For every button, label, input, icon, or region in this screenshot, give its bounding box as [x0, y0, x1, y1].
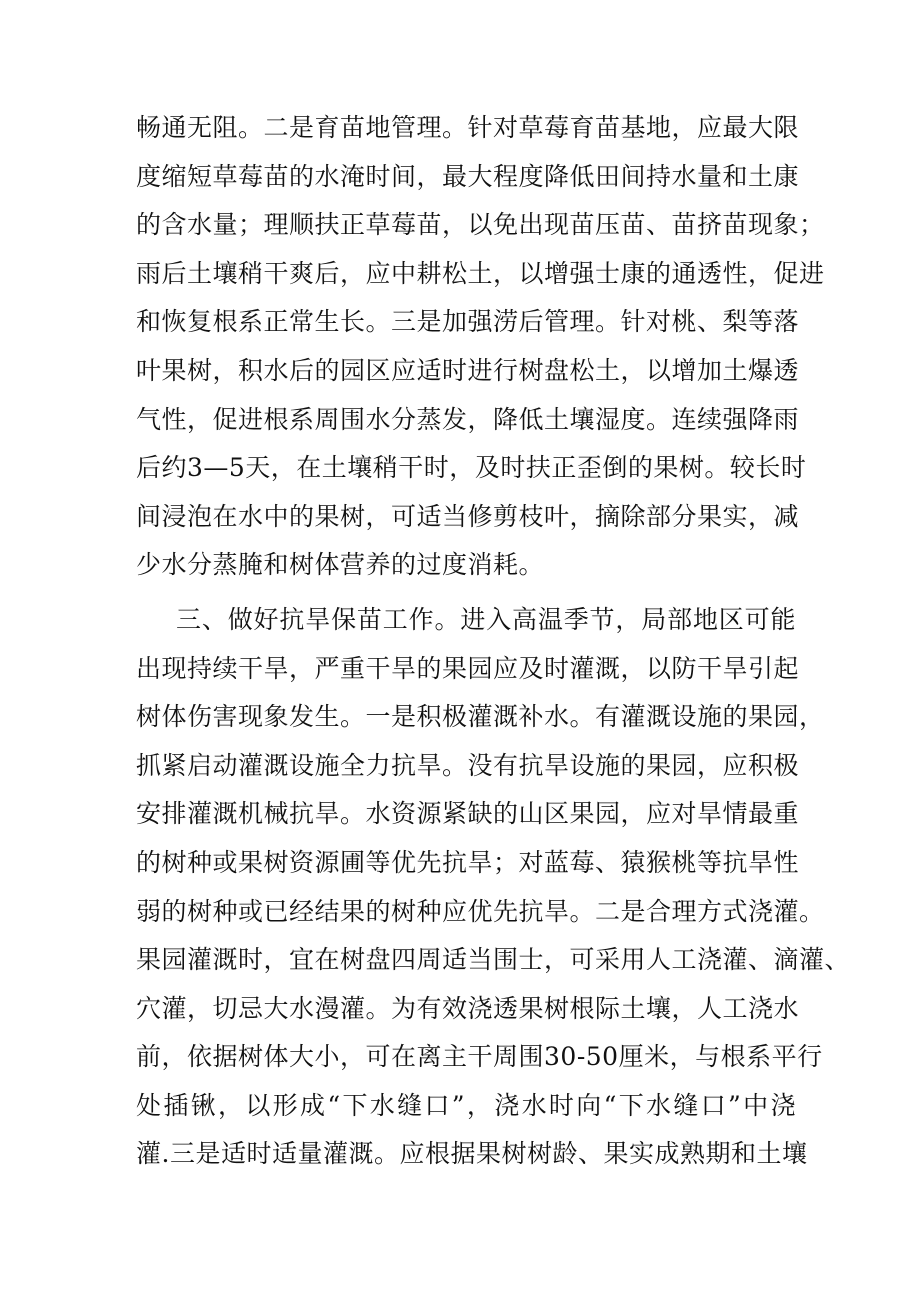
text-line: 果园灌溉时，宜在树盘四周适当围士，可采用人工浇灌、滴灌、: [136, 945, 851, 975]
text-line: 度缩短草莓苗的水淹时间，最大程度降低田间持水量和土康: [136, 161, 800, 191]
text-line: 树体伤害现象发生。一是积极灌溉补水。有灌溉设施的果园，: [136, 702, 825, 732]
text-line: 抓紧启动灌溉设施全力抗旱。没有抗旱设施的果园，应积极: [136, 750, 800, 780]
text-line: 穴灌，切忌大水漫灌。为有效浇透果树根际土壤，人工浇水: [136, 993, 800, 1023]
text-line: 和恢复根系正常生长。三是加强涝后管理。针对桃、梨等落: [136, 307, 800, 337]
text-line: 出现持续干旱，严重干旱的果园应及时灌溉，以防干旱引起: [136, 653, 800, 683]
text-line: 后约3—5天，在土壤稍干时，及时扶正歪倒的果树。较长时: [136, 453, 807, 483]
text-line: 前，依据树体大小，可在离主干周围30-50厘米，与根系平行: [136, 1042, 823, 1072]
text-line: 灌.三是适时适量灌溉。应根据果树树龄、果实成熟期和土壤: [136, 1139, 808, 1169]
paragraph-1: [136, 104, 825, 590]
body-text: [136, 104, 851, 1179]
text-line: 的含水量；理顺扶正草莓苗，以免出现苗压苗、苗挤苗现象；: [136, 210, 825, 240]
text-line: 气性，促进根系周围水分蒸发，降低土壤湿度。连续强降雨: [136, 404, 800, 434]
text-line: 叶果树，积水后的园区应适时进行树盘松土，以增加土爆透: [136, 355, 800, 385]
text-line: 畅通无阻。二是育苗地管理。针对草莓育苗基地，应最大限: [136, 113, 800, 142]
text-line: 的树种或果树资源圃等优先抗旱；对蓝莓、猿猴桃等抗旱性: [136, 847, 800, 877]
text-line: 弱的树种或已经结果的树种应优先抗旱。二是合理方式浇灌。: [136, 896, 825, 926]
text-line: 安排灌溉机械抗旱。水资源紧缺的山区果园，应对旱情最重: [136, 799, 800, 829]
text-line: 三、做好抗旱保苗工作。进入高温季节，局部地区可能: [176, 604, 796, 634]
paragraph-2: [136, 596, 851, 1179]
text-line: 间浸泡在水中的果树，可适当修剪枝叶，摘除部分果实，减: [136, 501, 800, 531]
text-line: 少水分蒸腌和树体营养的过度消耗。: [136, 550, 545, 580]
text-line: 雨后土壤稍干爽后，应中耕松土，以增强士康的通透性，促进: [136, 258, 825, 288]
text-line: 处插锹，以形成“下水缝口”，浇水时向“下水缝口”中浇: [136, 1090, 796, 1120]
